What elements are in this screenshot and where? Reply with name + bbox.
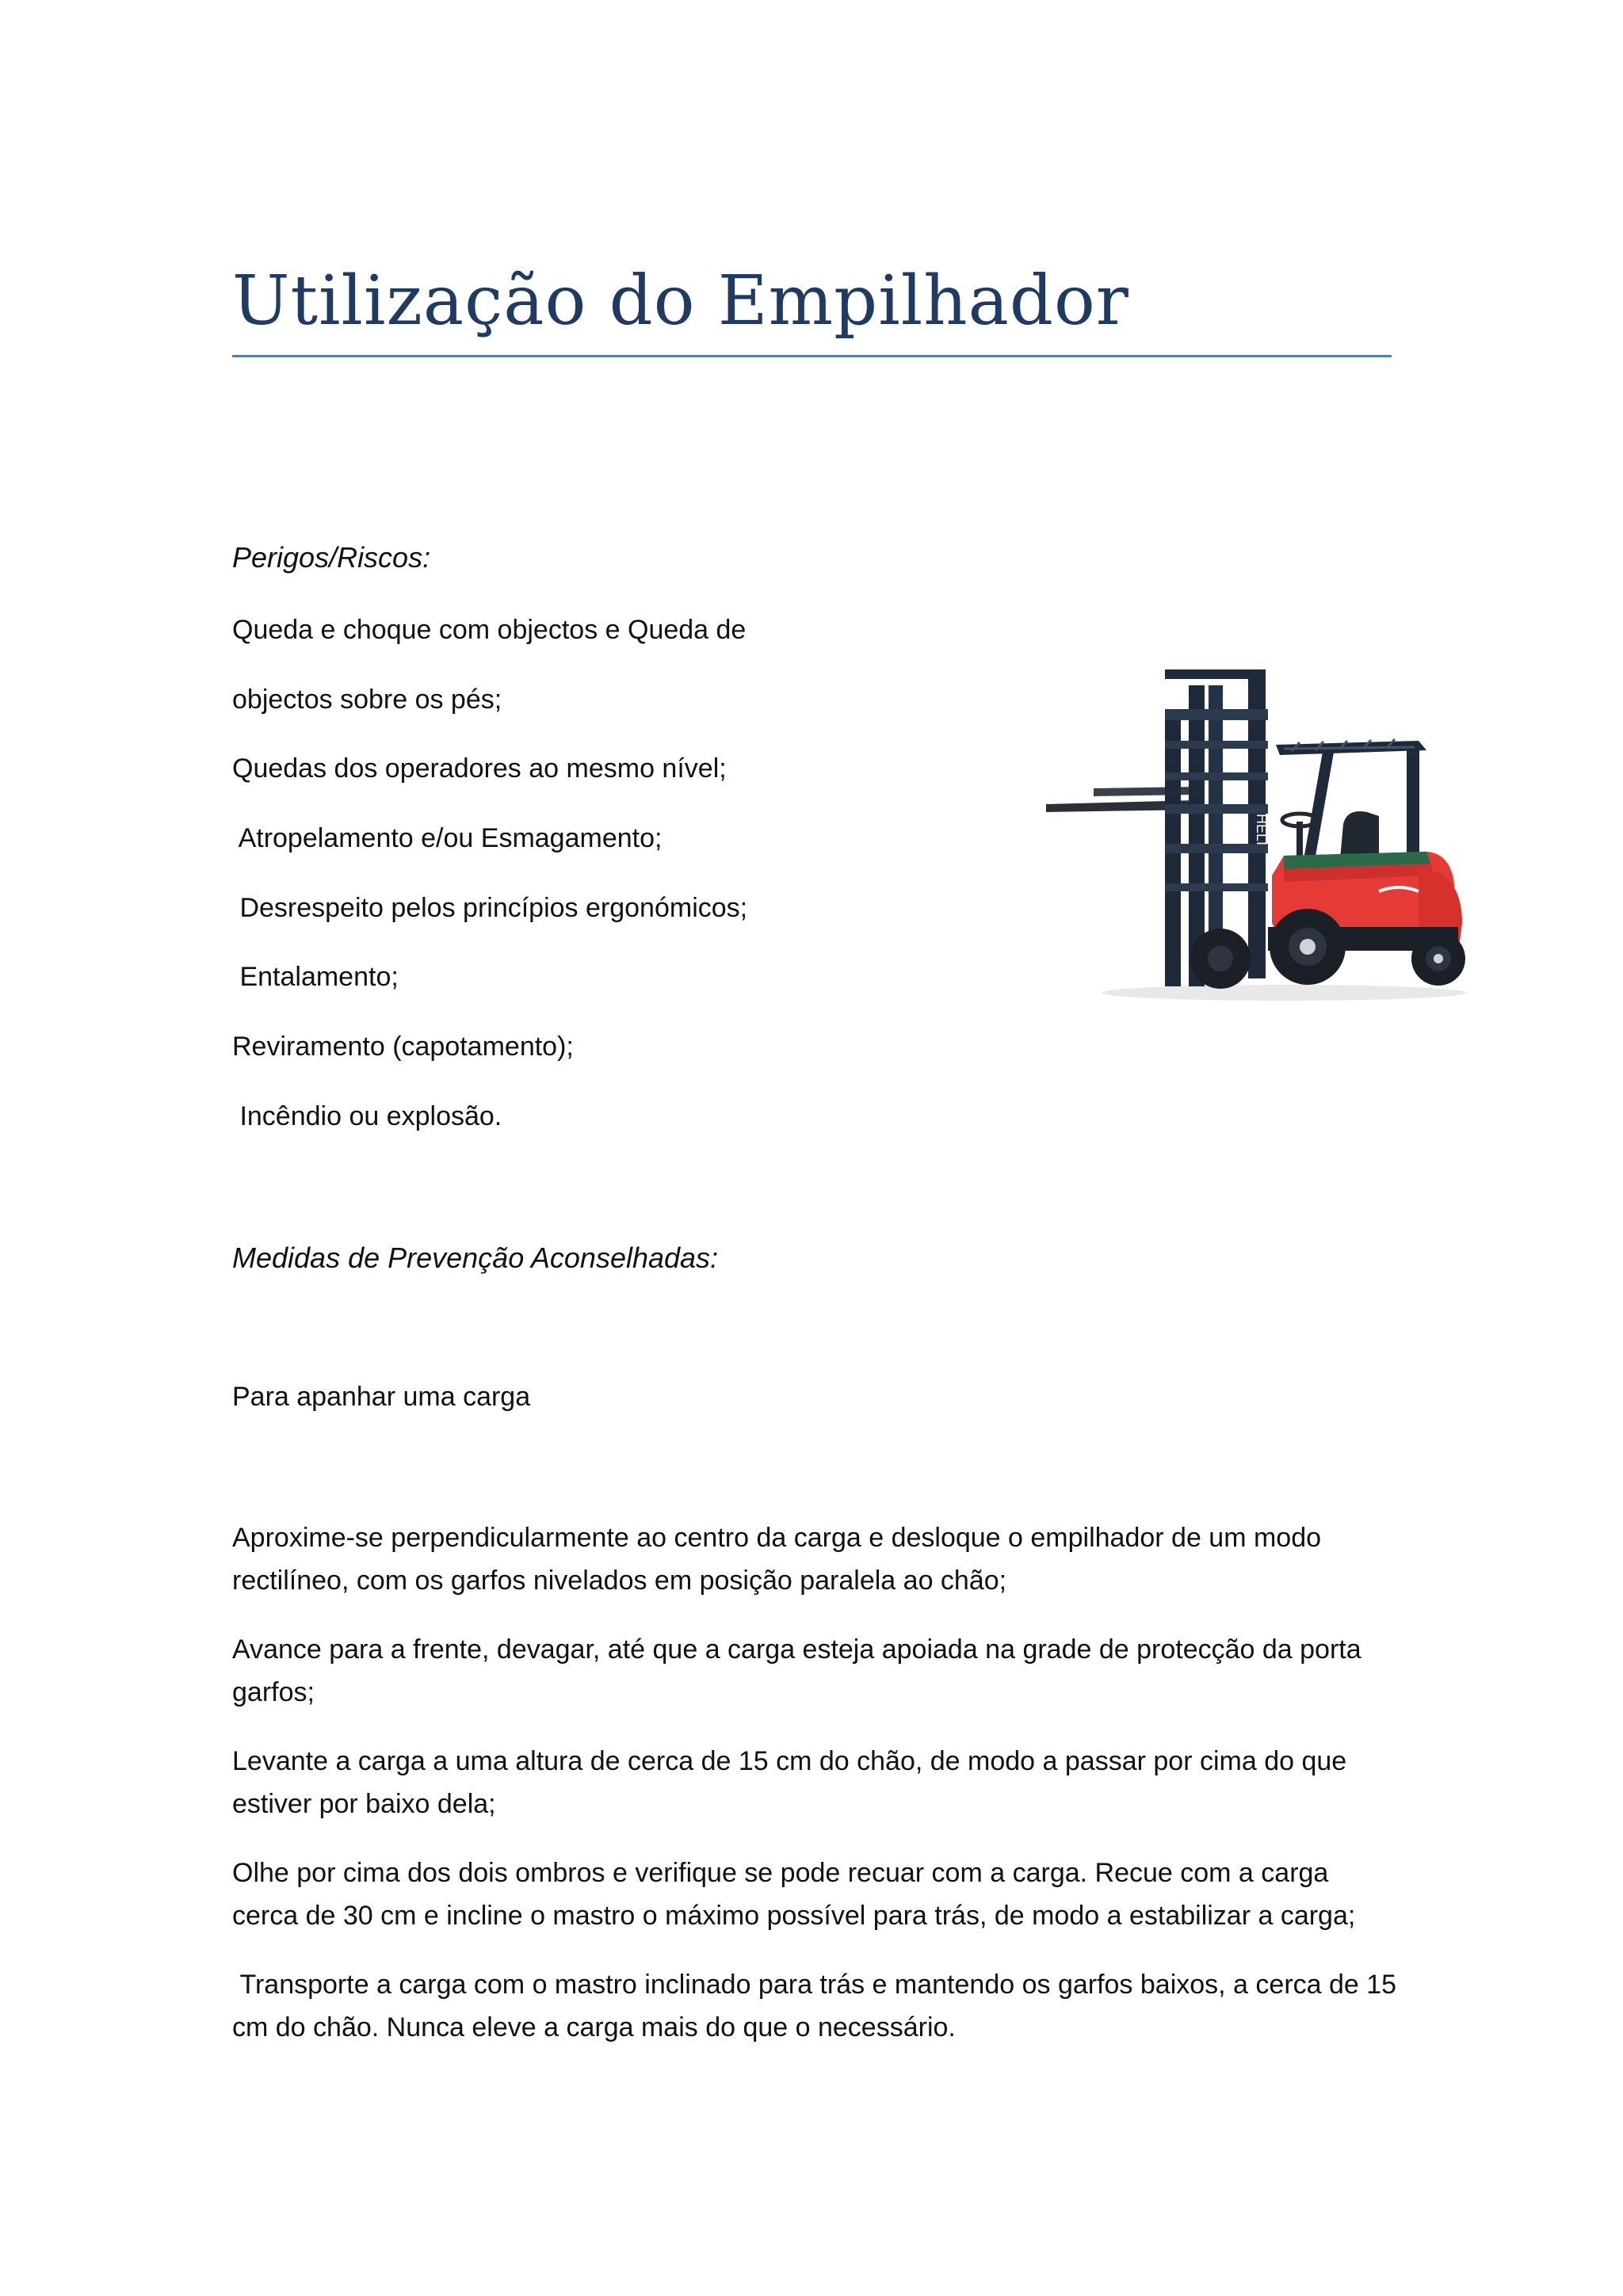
hazard-item: Reviramento (capotamento);	[232, 1032, 574, 1062]
hazard-item: Quedas dos operadores ao mesmo nível;	[232, 753, 727, 784]
prevention-paragraph: Transporte a carga com o mastro inclinado para trás e mantendo os garfos baixos, a cerca de 15 cm do chão. Nunca eleve a carga mais do que o necessário.	[232, 1970, 1404, 2042]
prevention-paragraph: Levante a carga a uma altura de cerca de 15 cm do chão, de modo a passar por cima do que estiver por baixo dela;	[232, 1746, 1347, 1819]
prevention-subheading: Para apanhar uma carga	[232, 1382, 531, 1412]
hazard-item: Desrespeito pelos princípios ergonómicos;	[232, 893, 748, 923]
forklift-illustration	[1046, 654, 1474, 1010]
svg-text:HELI: HELI	[1254, 814, 1270, 846]
hazards-heading: Perigos/Riscos:	[232, 541, 431, 574]
hazard-item: Incêndio ou explosão.	[232, 1101, 502, 1131]
prevention-paragraph: Aproxime-se perpendicularmente ao centro da carga e desloque o empilhador de um modo rectilíneo, com os garfos nivelados em posição paralela ao chão;	[232, 1523, 1322, 1596]
hazard-item: Queda e choque com objectos e Queda de	[232, 615, 747, 645]
page-title: Utilização do Empilhador	[232, 261, 1129, 341]
hazard-item: Atropelamento e/ou Esmagamento;	[232, 823, 663, 853]
hazard-item: Entalamento;	[232, 962, 399, 992]
prevention-paragraph: Avance para a frente, devagar, até que a carga esteja apoiada na grade de protecção da porta garfos;	[232, 1634, 1361, 1707]
hazard-item: objectos sobre os pés;	[232, 685, 502, 715]
title-underline	[232, 355, 1392, 357]
prevention-paragraph: Olhe por cima dos dois ombros e verifique se pode recuar com a carga. Recue com a carga cerca de 30 cm e incline o mastro o máximo possível para trás, de modo a estabilizar a carga;	[232, 1858, 1356, 1931]
prevention-heading: Medidas de Prevenção Aconselhadas:	[232, 1241, 719, 1274]
